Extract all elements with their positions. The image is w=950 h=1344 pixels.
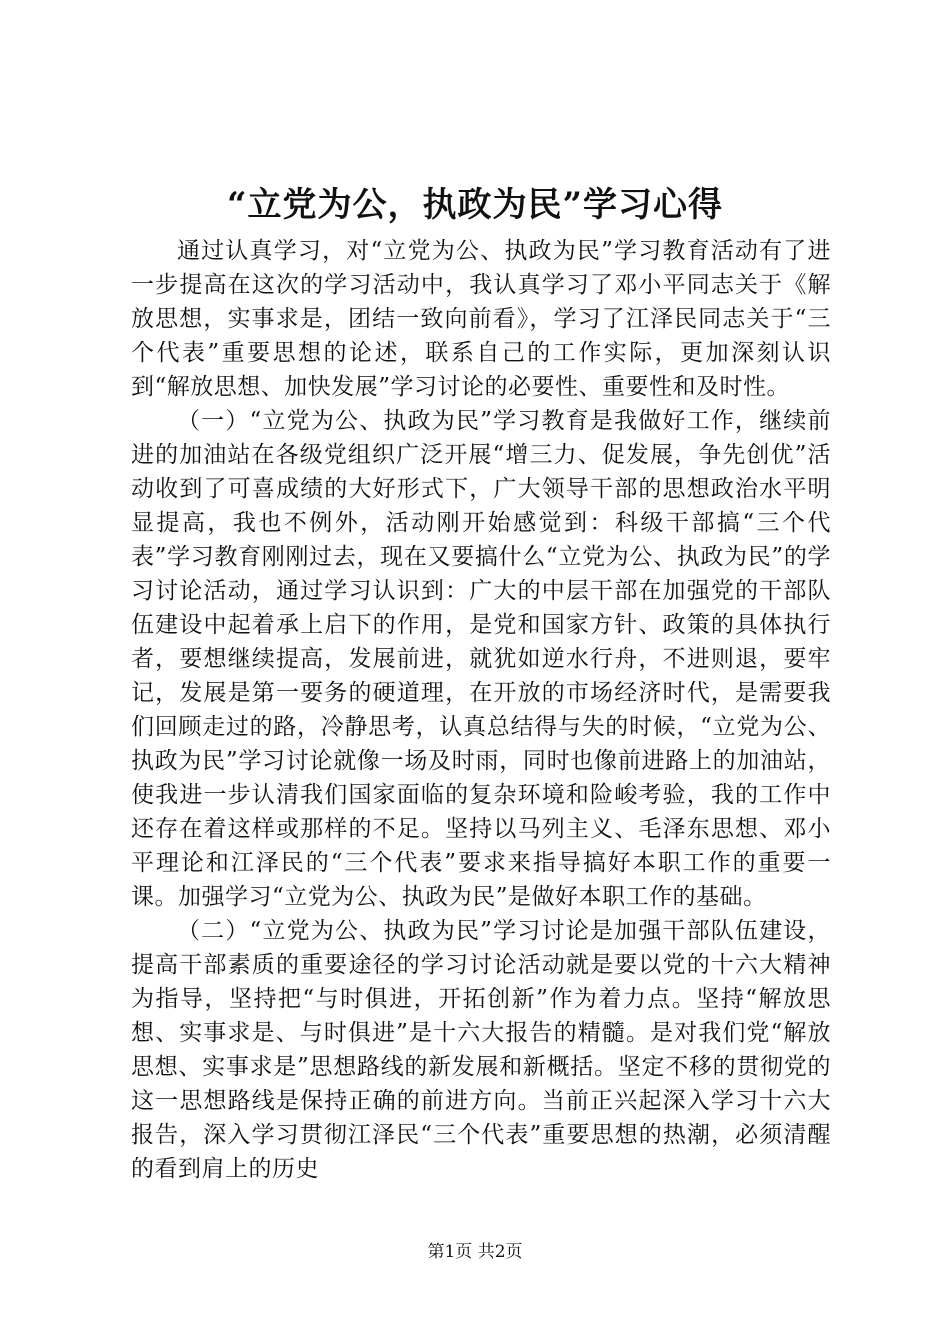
paragraph-intro: 通过认真学习，对“立党为公、执政为民”学习教育活动有了进一步提高在这次的学习活动中，我认真学习了邓小平同志关于《解放思想，实事求是，团结一致向前看》，学习了江泽民同志关于“三个代表”重要思想的论述，联系自己的工作实际，更加深刻认识到“解放思想、加快发展”学习讨论的必要性、重要性和及时性。 [131, 238, 831, 400]
page-number-footer: 第1页 共2页 [427, 1242, 523, 1262]
paragraph-section-two: （二）“立党为公、执政为民”学习讨论是加强干部队伍建设，提高干部素质的重要途径的学习讨论活动就是要以党的十六大精神为指导，坚持把“与时俱进，开拓创新”作为着力点。坚持“解放思想、实事求是、与时俱进”是十六大报告的精髓。是对我们党“解放思想、实事求是”思想路线的新发展和新概括。坚定不移的贯彻党的这一思想路线是保持正确的前进方向。当前正兴起深入学习十六大报告，深入学习贯彻江泽民“三个代表”重要思想的热潮，必须清醒的看到肩上的历史 [131, 918, 831, 1182]
document-title: “立党为公，执政为民”学习心得 [226, 185, 724, 225]
paragraph-section-one: （一）“立党为公、执政为民”学习教育是我做好工作，继续前进的加油站在各级党组织广泛开展“增三力、促发展，争先创优”活动收到了可喜成绩的大好形式下，广大领导干部的思想政治水平明显提高，我也不例外，活动刚开始感觉到：科级干部搞“三个代表”学习教育刚刚过去，现在又要搞什么“立党为公、执政为民”的学习讨论活动，通过学习认识到：广大的中层干部在加强党的干部队伍建设中起着承上启下的作用，是党和国家方针、政策的具体执行者，要想继续提高，发展前进，就犹如逆水行舟，不进则退，要牢记，发展是第一要务的硬道理，在开放的市场经济时代，是需要我们回顾走过的路，冷静思考，认真总结得与失的时候，“立党为公、执政为民”学习讨论就像一场及时雨，同时也像前进路上的加油站，使我进一步认清我们国家面临的复杂环境和险峻考验，我的工作中还存在着这样或那样的不足。坚持以马列主义、毛泽东思想、邓小平理论和江泽民的“三个代表”要求来指导搞好本职工作的重要一课。加强学习“立党为公、执政为民”是做好本职工作的基础。 [131, 408, 831, 910]
document-body [131, 234, 831, 1186]
